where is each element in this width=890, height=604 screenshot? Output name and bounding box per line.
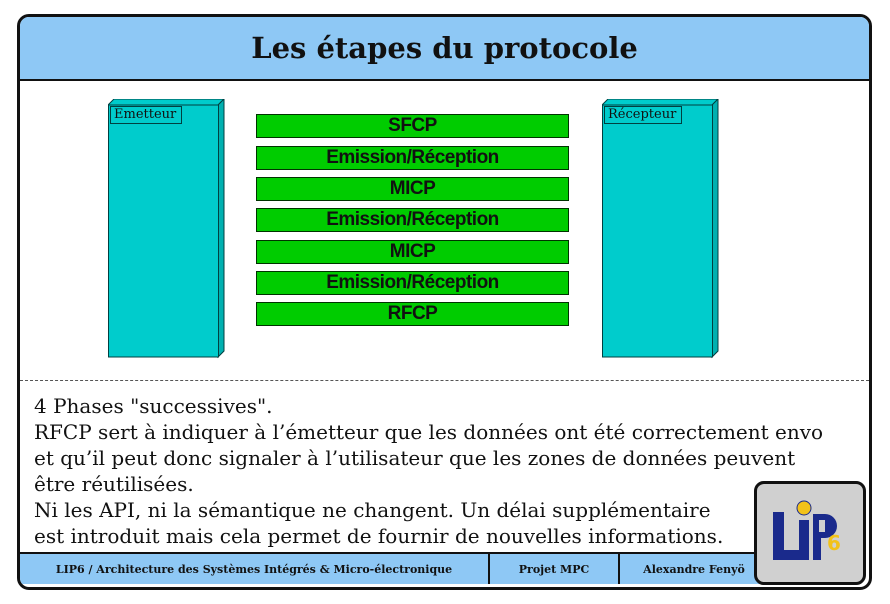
footer-project: Projet MPC [490,554,620,584]
phase-bar-1: SFCP [256,114,569,138]
phase-bar-6: Emission/Réception [256,271,569,295]
phase-bar-3: MICP [256,177,569,201]
body-line: et qu’il peut donc signaler à l’utilisateur que les zones de données peuvent [34,446,796,470]
footer-author: Alexandre Fenyö [620,554,770,584]
body-line: RFCP sert à indiquer à l’émetteur que les données ont été correctement envo [34,420,824,444]
emitter-box [108,99,226,359]
footer-lab: LIP6 / Architecture des Systèmes Intégrés & Micro-électronique [20,554,490,584]
body-line: est introduit mais cela permet de fournir de nouvelles informations. [34,524,724,548]
body-line: être réutilisées. [34,472,194,496]
dashed-divider [20,380,869,381]
emitter-label: Emetteur [110,106,182,124]
receiver-box [602,99,720,359]
slide-title: Les étapes du protocole [251,31,638,65]
footer-bar [20,552,770,584]
title-bar [20,17,869,81]
phase-bar-4: Emission/Réception [256,208,569,232]
emitter-box-shape [108,99,226,359]
receiver-label: Récepteur [604,106,682,124]
body-line: Ni les API, ni la sémantique ne changent. Un délai supplémentaire [34,498,711,522]
phase-bar-5: MICP [256,240,569,264]
body-text [34,393,872,549]
slide-frame [17,14,872,590]
lip6-logo-icon [757,484,863,582]
receiver-box-shape [602,99,720,359]
phase-bar-2: Emission/Réception [256,146,569,170]
lip6-logo [754,481,866,585]
svg-text:6: 6 [827,531,841,555]
body-line: 4 Phases "successives". [34,394,273,418]
phase-bar-7: RFCP [256,302,569,326]
